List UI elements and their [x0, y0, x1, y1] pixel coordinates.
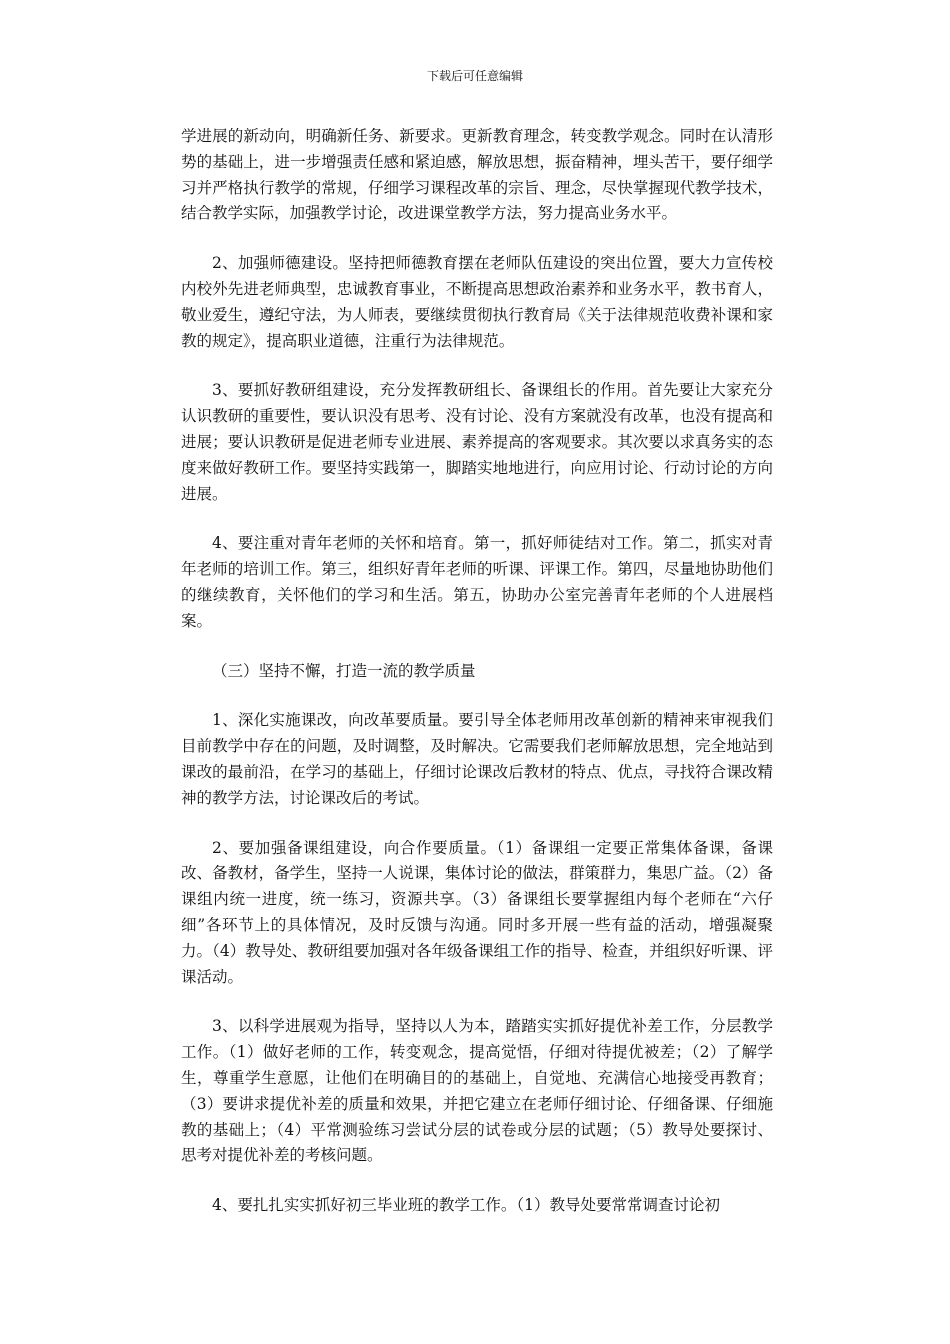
section-heading-quality: （三）坚持不懈，打造一流的教学质量 [212, 661, 476, 680]
paragraph-lesson-groups: 2、要加强备课组建设，向合作要质量。（1）备课组一定要正常集体备课，备课改、备教材，备学生，坚持一人说课，集体讨论的做法，群策群力，集思广益。（2）备课组内统一进度，统一练习，资源共享。（3）备课组长要掌握组内每个老师在“六仔细”各环节上的具体情况，及时反馈与沟通。同时多开展一些有益的活动，增强凝聚力。（4）教导处、教研组要加强对各年级备课组工作的指导、检查，并组织好听课、评课活动。 [181, 838, 773, 986]
paragraph-curriculum-reform: 1、深化实施课改，向改革要质量。要引导全体老师用改革创新的精神来审视我们目前教学中存在的问题，及时调整，及时解决。它需要我们老师解放思想，完全地站到课改的最前沿，在学习的基础上，仔细讨论课改后教材的特点、优点，寻找符合课改精神的教学方法，讨论课改后的考试。 [181, 711, 773, 807]
paragraph-tiered-teaching: 3、以科学进展观为指导，坚持以人为本，踏踏实实抓好提优补差工作，分层教学工作。（1）做好老师的工作，转变观念，提高觉悟，仔细对待提优被差；（2）了解学生，尊重学生意愿，让他们在明确目的的基础上，自觉地、充满信心地接受再教育；（3）要讲求提优补差的质量和效果，并把它建立在老师仔细讨论、仔细备课、仔细施教的基础上；（4）平常测验练习尝试分层的试卷或分层的试题；（5）教导处要探讨、思考对提优补差的考核问题。 [181, 1017, 773, 1165]
paragraph-young-teachers: 4、要注重对青年老师的关怀和培育。第一，抓好师徒结对工作。第二，抓实对青年老师的培训工作。第三，组织好青年老师的听课、评课工作。第四，尽量地协助他们的继续教育，关怀他们的学习和生活。第五，协助办公室完善青年老师的个人进展档案。 [181, 534, 773, 630]
paragraph-continuation: 学进展的新动向，明确新任务、新要求。更新教育理念，转变教学观念。同时在认清形势的基础上，进一步增强责任感和紧迫感，解放思想，振奋精神，埋头苦干，要仔细学习并严格执行教学的常规，仔细学习课程改革的宗旨、理念，尽快掌握现代教学技术，结合教学实际，加强教学讨论，改进课堂教学方法，努力提高业务水平。 [181, 127, 773, 223]
document-body [181, 124, 773, 1243]
paragraph-research-groups: 3、要抓好教研组建设，充分发挥教研组长、备课组长的作用。首先要让大家充分认识教研的重要性，要认识没有思考、没有讨论、没有方案就没有改革，也没有提高和进展；要认识教研是促进老师专业进展、素养提高的客观要求。其次要以求真务实的态度来做好教研工作。要坚持实践第一，脚踏实地地进行，向应用讨论、行动讨论的方向进展。 [181, 381, 773, 503]
paragraph-teacher-ethics: 2、加强师德建设。坚持把师德教育摆在老师队伍建设的突出位置，要大力宣传校内校外先进老师典型，忠诚教育事业，不断提高思想政治素养和业务水平，教书育人，敬业爱生，遵纪守法，为人师表，要继续贯彻执行教育局《关于法律规范收费补课和家教的规定》，提高职业道德，注重行为法律规范。 [181, 254, 773, 350]
page-header: 下载后可任意编辑 [426, 69, 523, 83]
paragraph-graduating-class: 4、要扎扎实实抓好初三毕业班的教学工作。（1）教导处要常常调查讨论初 [212, 1196, 720, 1215]
